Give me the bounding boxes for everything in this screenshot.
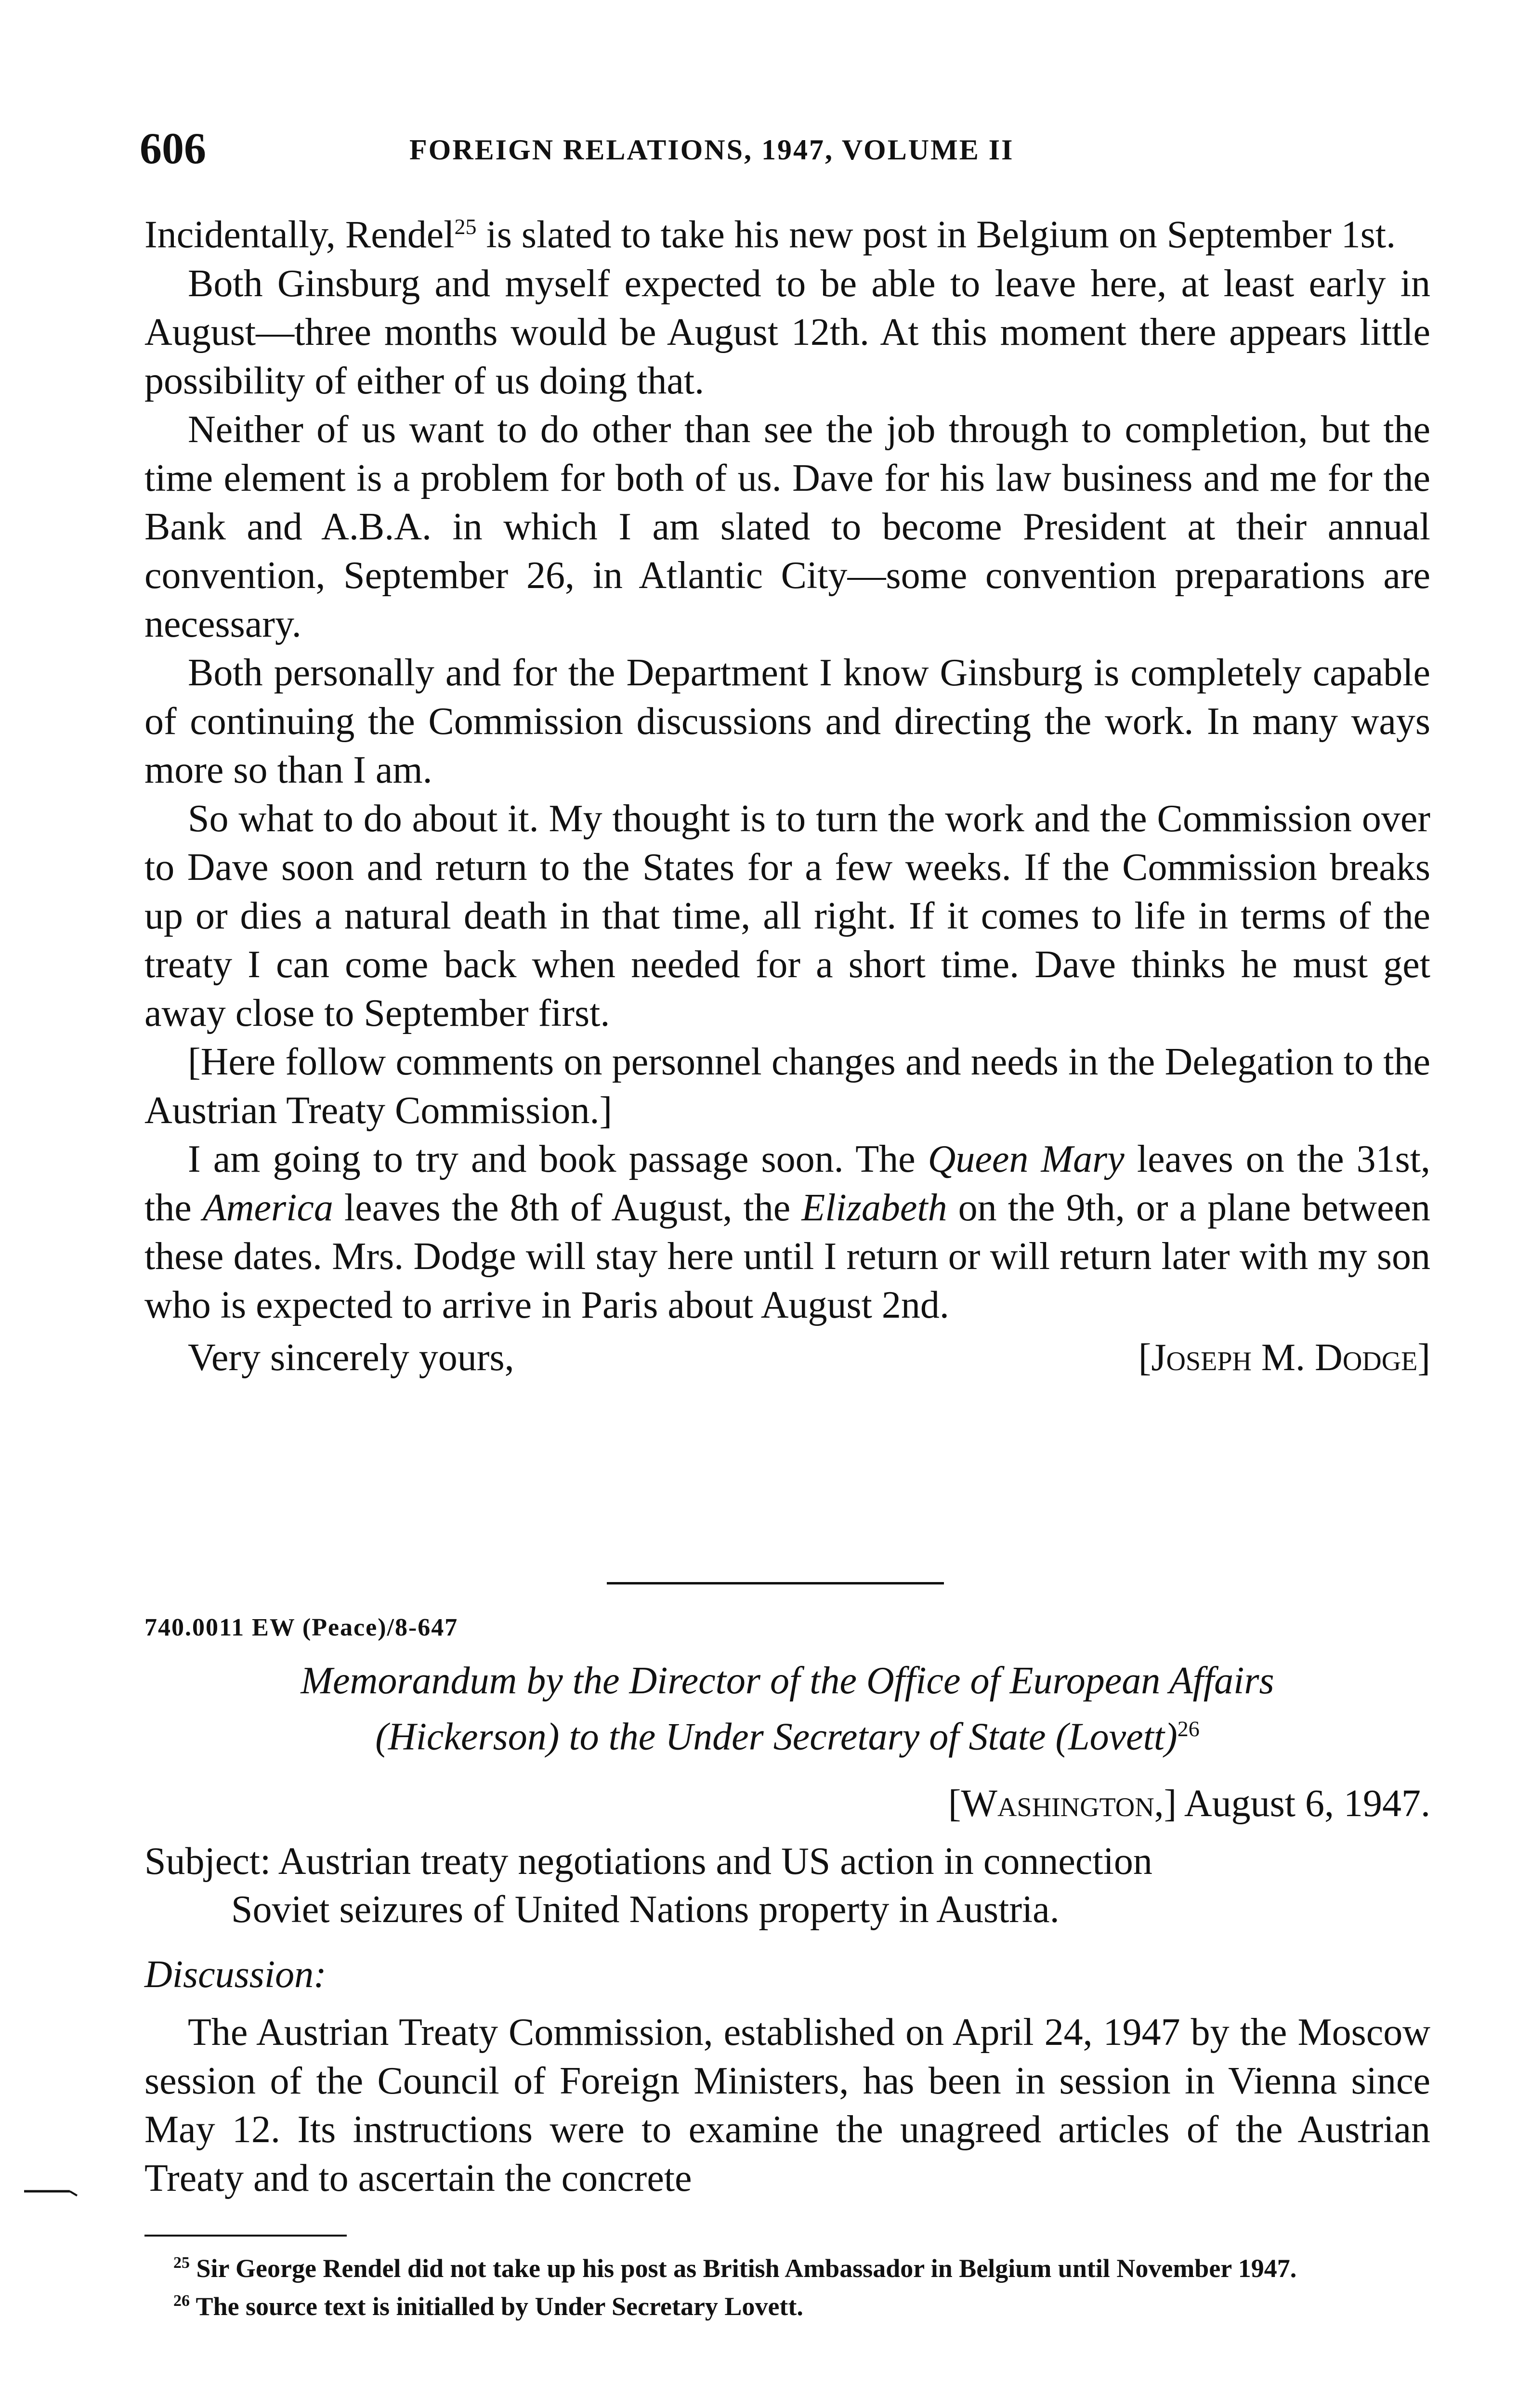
letter-paragraph bbox=[144, 1135, 1430, 1330]
letter-paragraph: Both personally and for the Department I know Ginsburg is completely capable of continuing the Commission discussions and directing the work. In many ways more so than I am. bbox=[144, 651, 1430, 791]
closing-salutation: Very sincerely yours, bbox=[188, 1336, 514, 1379]
memo-body bbox=[144, 2008, 1430, 2203]
signature: [Joseph M. Dodge] bbox=[1138, 1336, 1430, 1379]
footnotes bbox=[144, 2247, 1430, 2323]
letter-paragraph: Neither of us want to do other than see the job through to completion, but the time element is a problem for both of us. Dave for his law business and me for the Bank and A.B.A. in which I am slated to become President at their annual convention, September 26, in Atlantic City—some convention preparations are necessary. bbox=[144, 408, 1430, 645]
section-divider bbox=[607, 1582, 944, 1584]
discussion-label: Discussion: bbox=[144, 1953, 327, 1996]
letter-closing bbox=[144, 1334, 1430, 1382]
ship-name: Elizabeth bbox=[801, 1186, 947, 1229]
dateline bbox=[144, 1782, 1430, 1826]
dateline-date: August 6, 1947. bbox=[1177, 1782, 1430, 1825]
letter-text: leaves on the 31st, the bbox=[144, 1138, 1430, 1229]
subject-block bbox=[144, 1837, 1430, 1934]
footnote-number: 26 bbox=[173, 2292, 190, 2310]
footnote-number: 25 bbox=[173, 2254, 190, 2272]
footnote bbox=[144, 2285, 1430, 2323]
footnote-ref: 26 bbox=[1177, 1716, 1200, 1741]
footnote-text: The source text is initialled by Under Secretary Lovett. bbox=[190, 2292, 803, 2321]
page-header bbox=[140, 123, 1430, 176]
letter-body bbox=[144, 202, 1430, 1382]
letter-paragraph: [Here follow comments on personnel changes and needs in the Delegation to the Austrian Treaty Commission.] bbox=[144, 1040, 1430, 1132]
page-number: 606 bbox=[140, 124, 206, 173]
dateline-place: [Washington,] bbox=[948, 1782, 1177, 1825]
memo-title bbox=[144, 1657, 1430, 1761]
letter-text: on the 9th, or a plane between these dates. Mrs. Dodge will stay here until I return or will return later with my son who is expected to arrive in Paris about August 2nd. bbox=[144, 1186, 1431, 1326]
letter-text: is slated to take his new post in Belgium on September 1st. bbox=[476, 213, 1396, 256]
letter-paragraph: So what to do about it. My thought is to turn the work and the Commission over to Dave soon and return to the States for a few weeks. If the Commission breaks up or dies a natural death in that time, all right. If it comes to life in terms of the treaty I can come back when needed for a short time. Dave thinks he must get away close to September first. bbox=[144, 797, 1430, 1034]
letter-text: leaves the 8th of August, the bbox=[333, 1186, 802, 1229]
running-title: FOREIGN RELATIONS, 1947, VOLUME II bbox=[409, 134, 1014, 166]
footnote bbox=[144, 2247, 1430, 2285]
letter-text: Incidentally, Rendel bbox=[144, 213, 455, 256]
memo-title-line bbox=[144, 1705, 1430, 1761]
footnote-ref: 25 bbox=[454, 214, 477, 239]
memo-title-text: (Hickerson) to the Under Secretary of State (Lovett) bbox=[375, 1715, 1178, 1758]
footnote-text: Sir George Rendel did not take up his post as British Ambassador in Belgium until November 1947. bbox=[190, 2254, 1297, 2283]
memo-paragraph: The Austrian Treaty Commission, established on April 24, 1947 by the Moscow session of the Council of Foreign Ministers, has been in session in Vienna since May 12. Its instructions were to examine the unagreed articles of the Austrian Treaty and to ascertain the concrete bbox=[144, 2011, 1430, 2199]
file-code: 740.0011 EW (Peace)/8-647 bbox=[144, 1614, 458, 1641]
letter-paragraph: Both Ginsburg and myself expected to be able to leave here, at least early in August—three months would be August 12th. At this moment there appears little possibility of either of us doing that. bbox=[144, 262, 1430, 402]
memo-title-line: Memorandum by the Director of the Office of European Affairs bbox=[301, 1660, 1274, 1702]
ship-name: Queen Mary bbox=[928, 1138, 1125, 1180]
letter-paragraph bbox=[144, 202, 1430, 260]
subject-text: Austrian treaty negotiations and US action in connection bbox=[271, 1840, 1152, 1883]
subject-label: Subject: bbox=[144, 1840, 271, 1883]
footnote-divider bbox=[144, 2235, 347, 2237]
ship-name: America bbox=[202, 1186, 333, 1229]
margin-mark-icon bbox=[24, 2184, 82, 2199]
subject-line bbox=[144, 1837, 1430, 1885]
subject-line: Soviet seizures of United Nations property in Austria. bbox=[231, 1888, 1060, 1931]
letter-text: I am going to try and book passage soon. The bbox=[188, 1138, 928, 1180]
